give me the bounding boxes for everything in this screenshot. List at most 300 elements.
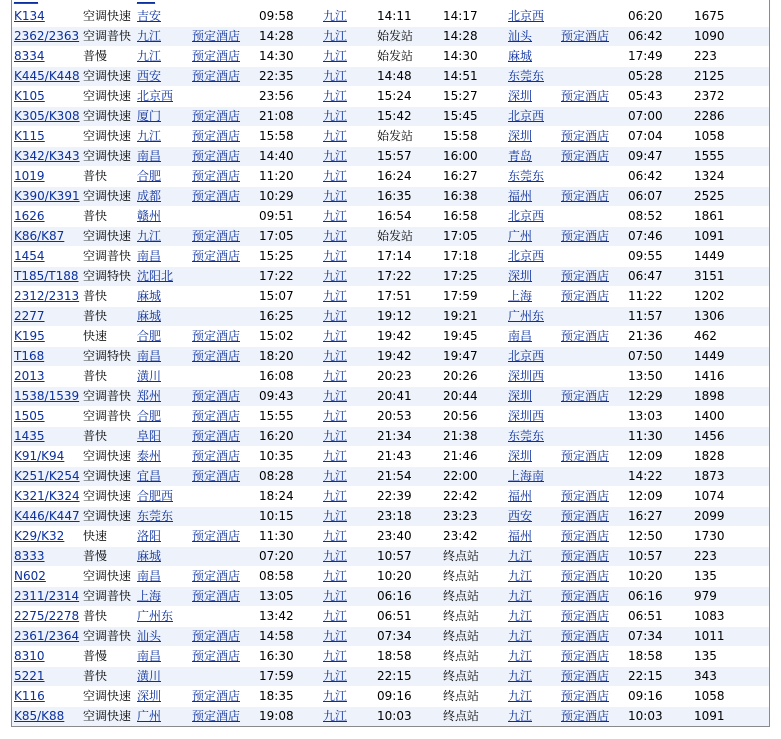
current-station-link[interactable]: 九江 (323, 389, 348, 403)
arrival-time: 10:57 (377, 549, 412, 563)
train-number-link[interactable]: T168 (14, 349, 45, 363)
current-station-link[interactable]: 九江 (323, 449, 348, 463)
book-hotel-link-origin[interactable]: 预定酒店 (192, 569, 241, 583)
table-row (12, 567, 769, 586)
arrival-time: 22:15 (377, 669, 412, 683)
train-number-link[interactable]: T185/T188 (14, 269, 79, 283)
final-arrival-time: 17:49 (628, 49, 663, 63)
origin-station-link[interactable]: 南昌 (137, 349, 162, 363)
destination-station-link[interactable]: 麻城 (508, 49, 533, 63)
current-station-link[interactable]: 九江 (323, 549, 348, 563)
destination-station-link[interactable]: 广州东 (508, 309, 545, 323)
destination-station-link[interactable]: 深圳 (508, 269, 533, 283)
current-station-link[interactable]: 九江 (323, 509, 348, 523)
book-hotel-link-destination[interactable]: 预定酒店 (561, 289, 610, 303)
departure-time: 13:42 (259, 609, 294, 623)
current-station-link[interactable]: 九江 (323, 649, 348, 663)
current-station-link[interactable]: 九江 (323, 709, 348, 723)
train-type: 普慢 (83, 49, 108, 63)
final-arrival-time: 11:57 (628, 309, 663, 323)
origin-station-link[interactable]: 麻城 (137, 549, 162, 563)
book-hotel-link-origin[interactable]: 预定酒店 (192, 349, 241, 363)
table-row (12, 307, 769, 326)
current-station-link[interactable]: 九江 (323, 369, 348, 383)
departure-time: 10:29 (259, 189, 294, 203)
distance-km: 343 (694, 669, 717, 683)
current-station-link[interactable]: 九江 (323, 189, 348, 203)
destination-station-link[interactable]: 福州 (508, 189, 533, 203)
leave-time: 17:25 (443, 269, 478, 283)
train-number-link[interactable]: 8334 (14, 49, 45, 63)
origin-station-link[interactable]: 东莞东 (137, 509, 174, 523)
origin-station-link[interactable]: 合肥西 (137, 489, 174, 503)
leave-time: 23:23 (443, 509, 478, 523)
table-row (12, 187, 769, 206)
table-row (12, 227, 769, 246)
current-station-link[interactable]: 九江 (323, 669, 348, 683)
distance-km: 1449 (694, 349, 725, 363)
book-hotel-link-origin[interactable]: 预定酒店 (192, 649, 241, 663)
final-arrival-time: 06:20 (628, 9, 663, 23)
book-hotel-link-origin[interactable]: 预定酒店 (192, 469, 241, 483)
train-type: 空调快速 (83, 469, 132, 483)
train-number-link[interactable]: K115 (14, 129, 45, 143)
table-row (12, 387, 769, 406)
distance-km: 1555 (694, 149, 725, 163)
origin-station-link[interactable]: 南昌 (137, 149, 162, 163)
destination-station-link[interactable]: 九江 (508, 589, 533, 603)
final-arrival-time: 09:55 (628, 249, 663, 263)
current-station-link[interactable]: 九江 (323, 249, 348, 263)
arrival-time: 19:42 (377, 349, 412, 363)
train-number-link[interactable]: K342/K343 (14, 149, 80, 163)
book-hotel-link-origin[interactable]: 预定酒店 (192, 629, 241, 643)
book-hotel-link-destination[interactable]: 预定酒店 (561, 549, 610, 563)
final-arrival-time: 05:28 (628, 69, 663, 83)
current-station-link[interactable]: 九江 (323, 149, 348, 163)
train-type: 空调普快 (83, 389, 132, 403)
departure-time: 17:22 (259, 269, 294, 283)
train-type: 空调普快 (83, 589, 132, 603)
destination-station-link[interactable]: 汕头 (508, 29, 533, 43)
distance-km: 1730 (694, 529, 725, 543)
final-arrival-time: 07:46 (628, 229, 663, 243)
final-arrival-time: 14:22 (628, 469, 663, 483)
leave-time: 终点站 (443, 549, 480, 563)
final-arrival-time: 07:00 (628, 109, 663, 123)
origin-station-link[interactable]: 厦门 (137, 109, 162, 123)
current-station-link[interactable]: 九江 (323, 589, 348, 603)
distance-km: 1091 (694, 709, 725, 723)
arrival-time: 16:35 (377, 189, 412, 203)
departure-time: 16:08 (259, 369, 294, 383)
origin-station-link[interactable]: 广州 (137, 709, 162, 723)
origin-station-link[interactable]: 九江 (137, 129, 162, 143)
arrival-time: 22:39 (377, 489, 412, 503)
book-hotel-link-origin[interactable]: 预定酒店 (192, 589, 241, 603)
leave-time: 19:45 (443, 329, 478, 343)
book-hotel-link-destination[interactable]: 预定酒店 (561, 129, 610, 143)
leave-time: 21:46 (443, 449, 478, 463)
leave-time: 20:44 (443, 389, 478, 403)
final-arrival-time: 12:09 (628, 489, 663, 503)
departure-time: 22:35 (259, 69, 294, 83)
origin-station-link[interactable]: 南昌 (137, 249, 162, 263)
destination-station-link[interactable]: 深圳 (508, 89, 533, 103)
current-station-link[interactable]: 九江 (323, 29, 348, 43)
origin-station-link[interactable]: 西安 (137, 69, 162, 83)
origin-station-link[interactable]: 上海 (137, 589, 162, 603)
book-hotel-link-destination[interactable]: 预定酒店 (561, 189, 610, 203)
final-arrival-time: 10:57 (628, 549, 663, 563)
train-schedule-table (11, 0, 770, 727)
book-hotel-link-destination[interactable]: 预定酒店 (561, 589, 610, 603)
departure-time: 09:51 (259, 209, 294, 223)
origin-station-link[interactable]: 南昌 (137, 649, 162, 663)
book-hotel-link-destination[interactable]: 预定酒店 (561, 29, 610, 43)
train-type: 空调快速 (83, 149, 132, 163)
destination-station-link[interactable]: 西安 (508, 509, 533, 523)
departure-time: 15:58 (259, 129, 294, 143)
destination-station-link[interactable]: 九江 (508, 689, 533, 703)
departure-time: 13:05 (259, 589, 294, 603)
departure-time: 11:30 (259, 529, 294, 543)
train-number-link[interactable]: K116 (14, 689, 45, 703)
current-station-link[interactable]: 九江 (323, 129, 348, 143)
train-number-link[interactable]: K85/K88 (14, 709, 65, 723)
train-number-link[interactable]: K86/K87 (14, 229, 65, 243)
clipped-train-link[interactable] (14, 0, 38, 7)
train-number-link[interactable]: 1626 (14, 209, 45, 223)
origin-station-link[interactable]: 潢川 (137, 669, 162, 683)
distance-km: 135 (694, 569, 717, 583)
destination-station-link[interactable]: 深圳 (508, 129, 533, 143)
book-hotel-link-origin[interactable]: 预定酒店 (192, 109, 241, 123)
current-station-link[interactable]: 九江 (323, 269, 348, 283)
current-station-link[interactable]: 九江 (323, 89, 348, 103)
origin-station-link[interactable]: 麻城 (137, 309, 162, 323)
current-station-link[interactable]: 九江 (323, 569, 348, 583)
book-hotel-link-origin[interactable]: 预定酒店 (192, 189, 241, 203)
book-hotel-link-destination[interactable]: 预定酒店 (561, 509, 610, 523)
train-number-link[interactable]: K29/K32 (14, 529, 65, 543)
destination-station-link[interactable]: 东莞东 (508, 169, 545, 183)
destination-station-link[interactable]: 九江 (508, 709, 533, 723)
leave-time: 15:58 (443, 129, 478, 143)
leave-time: 16:58 (443, 209, 478, 223)
train-number-link[interactable]: K446/K447 (14, 509, 80, 523)
origin-station-link[interactable]: 汕头 (137, 629, 162, 643)
final-arrival-time: 21:36 (628, 329, 663, 343)
origin-station-link[interactable]: 沈阳北 (137, 269, 174, 283)
book-hotel-link-origin[interactable]: 预定酒店 (192, 329, 241, 343)
destination-station-link[interactable]: 北京西 (508, 349, 545, 363)
destination-station-link[interactable]: 深圳 (508, 449, 533, 463)
book-hotel-link-destination[interactable]: 预定酒店 (561, 389, 610, 403)
current-station-link[interactable]: 九江 (323, 309, 348, 323)
train-type: 空调快速 (83, 449, 132, 463)
origin-station-link[interactable]: 合肥 (137, 329, 162, 343)
leave-time: 20:56 (443, 409, 478, 423)
current-station-link[interactable]: 九江 (323, 69, 348, 83)
train-type: 普慢 (83, 649, 108, 663)
table-row (12, 587, 769, 606)
origin-station-link[interactable]: 阜阳 (137, 429, 162, 443)
train-number-link[interactable]: 5221 (14, 669, 45, 683)
train-number-link[interactable]: 2362/2363 (14, 29, 80, 43)
arrival-time: 14:11 (377, 9, 412, 23)
origin-station-link[interactable]: 九江 (137, 49, 162, 63)
train-number-link[interactable]: K251/K254 (14, 469, 80, 483)
destination-station-link[interactable]: 九江 (508, 649, 533, 663)
destination-station-link[interactable]: 九江 (508, 669, 533, 683)
final-arrival-time: 09:47 (628, 149, 663, 163)
book-hotel-link-destination[interactable]: 预定酒店 (561, 629, 610, 643)
distance-km: 1898 (694, 389, 725, 403)
origin-station-link[interactable]: 郑州 (137, 389, 162, 403)
origin-station-link[interactable]: 北京西 (137, 89, 174, 103)
book-hotel-link-origin[interactable]: 预定酒店 (192, 169, 241, 183)
book-hotel-link-destination[interactable]: 预定酒店 (561, 229, 610, 243)
train-number-link[interactable]: 1454 (14, 249, 45, 263)
arrival-time: 07:34 (377, 629, 412, 643)
train-number-link[interactable]: 8333 (14, 549, 45, 563)
destination-station-link[interactable]: 广州 (508, 229, 533, 243)
arrival-time: 15:57 (377, 149, 412, 163)
destination-station-link[interactable]: 深圳 (508, 389, 533, 403)
current-station-link[interactable]: 九江 (323, 209, 348, 223)
book-hotel-link-origin[interactable]: 预定酒店 (192, 129, 241, 143)
origin-station-link[interactable]: 麻城 (137, 289, 162, 303)
train-number-link[interactable]: 1019 (14, 169, 45, 183)
leave-time: 21:38 (443, 429, 478, 443)
train-number-link[interactable]: 8310 (14, 649, 45, 663)
arrival-time: 21:54 (377, 469, 412, 483)
book-hotel-link-destination[interactable]: 预定酒店 (561, 449, 610, 463)
book-hotel-link-origin[interactable]: 预定酒店 (192, 689, 241, 703)
train-number-link[interactable]: 2311/2314 (14, 589, 80, 603)
destination-station-link[interactable]: 青岛 (508, 149, 533, 163)
leave-time: 19:47 (443, 349, 478, 363)
destination-station-link[interactable]: 福州 (508, 529, 533, 543)
departure-time: 15:25 (259, 249, 294, 263)
book-hotel-link-destination[interactable]: 预定酒店 (561, 149, 610, 163)
distance-km: 1456 (694, 429, 725, 443)
table-row (12, 287, 769, 306)
destination-station-link[interactable]: 九江 (508, 569, 533, 583)
origin-station-link[interactable]: 合肥 (137, 409, 162, 423)
current-station-link[interactable]: 九江 (323, 689, 348, 703)
distance-km: 223 (694, 49, 717, 63)
departure-time: 17:59 (259, 669, 294, 683)
table-row (12, 87, 769, 106)
origin-station-link[interactable]: 九江 (137, 29, 162, 43)
train-number-link[interactable]: K195 (14, 329, 45, 343)
train-number-link[interactable]: 2361/2364 (14, 629, 80, 643)
book-hotel-link-origin[interactable]: 预定酒店 (192, 229, 241, 243)
train-number-link[interactable]: K321/K324 (14, 489, 80, 503)
table-row (12, 547, 769, 566)
current-station-link[interactable]: 九江 (323, 609, 348, 623)
origin-station-link[interactable]: 合肥 (137, 169, 162, 183)
table-row (12, 167, 769, 186)
leave-time: 终点站 (443, 649, 480, 663)
table-row (12, 667, 769, 686)
train-number-link[interactable]: 2277 (14, 309, 45, 323)
origin-station-link[interactable]: 广州东 (137, 609, 174, 623)
final-arrival-time: 06:07 (628, 189, 663, 203)
distance-km: 1074 (694, 489, 725, 503)
current-station-link[interactable]: 九江 (323, 489, 348, 503)
current-station-link[interactable]: 九江 (323, 409, 348, 423)
final-arrival-time: 12:09 (628, 449, 663, 463)
train-number-link[interactable]: K134 (14, 9, 45, 23)
book-hotel-link-origin[interactable]: 预定酒店 (192, 529, 241, 543)
book-hotel-link-origin[interactable]: 预定酒店 (192, 149, 241, 163)
train-number-link[interactable]: 2275/2278 (14, 609, 80, 623)
train-number-link[interactable]: 1505 (14, 409, 45, 423)
origin-station-link[interactable]: 宜昌 (137, 469, 162, 483)
departure-time: 16:30 (259, 649, 294, 663)
train-number-link[interactable]: K445/K448 (14, 69, 80, 83)
current-station-link[interactable]: 九江 (323, 49, 348, 63)
book-hotel-link-origin[interactable]: 预定酒店 (192, 69, 241, 83)
origin-station-link[interactable]: 泰州 (137, 449, 162, 463)
current-station-link[interactable]: 九江 (323, 329, 348, 343)
table-row (12, 707, 769, 726)
train-number-link[interactable]: K305/K308 (14, 109, 80, 123)
departure-time: 10:35 (259, 449, 294, 463)
origin-station-link[interactable]: 赣州 (137, 209, 162, 223)
distance-km: 1324 (694, 169, 725, 183)
distance-km: 1416 (694, 369, 725, 383)
current-station-link[interactable]: 九江 (323, 289, 348, 303)
origin-station-link[interactable]: 吉安 (137, 9, 162, 23)
origin-station-link[interactable]: 南昌 (137, 569, 162, 583)
current-station-link[interactable]: 九江 (323, 469, 348, 483)
table-row (12, 207, 769, 226)
destination-station-link[interactable]: 深圳西 (508, 369, 545, 383)
current-station-link[interactable]: 九江 (323, 109, 348, 123)
leave-time: 终点站 (443, 709, 480, 723)
arrival-time: 17:14 (377, 249, 412, 263)
arrival-time: 始发站 (377, 49, 414, 63)
book-hotel-link-origin[interactable]: 预定酒店 (192, 409, 241, 423)
train-number-link[interactable]: N602 (14, 569, 46, 583)
destination-station-link[interactable]: 北京西 (508, 109, 545, 123)
current-station-link[interactable]: 九江 (323, 629, 348, 643)
book-hotel-link-destination[interactable]: 预定酒店 (561, 489, 610, 503)
table-row (12, 327, 769, 346)
train-number-link[interactable]: K105 (14, 89, 45, 103)
table-row (12, 247, 769, 266)
final-arrival-time: 11:22 (628, 289, 663, 303)
destination-station-link[interactable]: 上海南 (508, 469, 545, 483)
book-hotel-link-destination[interactable]: 预定酒店 (561, 669, 610, 683)
destination-station-link[interactable]: 上海 (508, 289, 533, 303)
departure-time: 15:02 (259, 329, 294, 343)
current-station-link[interactable]: 九江 (323, 169, 348, 183)
book-hotel-link-destination[interactable]: 预定酒店 (561, 569, 610, 583)
book-hotel-link-origin[interactable]: 预定酒店 (192, 429, 241, 443)
current-station-link[interactable]: 九江 (323, 229, 348, 243)
destination-station-link[interactable]: 北京西 (508, 9, 545, 23)
book-hotel-link-destination[interactable]: 预定酒店 (561, 529, 610, 543)
train-number-link[interactable]: 2013 (14, 369, 45, 383)
departure-time: 08:28 (259, 469, 294, 483)
origin-station-link[interactable]: 潢川 (137, 369, 162, 383)
book-hotel-link-destination[interactable]: 预定酒店 (561, 89, 610, 103)
origin-station-link[interactable]: 深圳 (137, 689, 162, 703)
train-number-link[interactable]: 1538/1539 (14, 389, 80, 403)
destination-station-link[interactable]: 南昌 (508, 329, 533, 343)
clipped-station-link[interactable] (137, 0, 155, 7)
departure-time: 18:35 (259, 689, 294, 703)
train-type: 普快 (83, 669, 108, 683)
book-hotel-link-destination[interactable]: 预定酒店 (561, 649, 610, 663)
train-number-link[interactable]: 2312/2313 (14, 289, 80, 303)
book-hotel-link-origin[interactable]: 预定酒店 (192, 49, 241, 63)
origin-station-link[interactable]: 成都 (137, 189, 162, 203)
current-station-link[interactable]: 九江 (323, 429, 348, 443)
leave-time: 16:00 (443, 149, 478, 163)
current-station-link[interactable]: 九江 (323, 529, 348, 543)
train-type: 普快 (83, 309, 108, 323)
leave-time: 22:00 (443, 469, 478, 483)
book-hotel-link-destination[interactable]: 预定酒店 (561, 689, 610, 703)
destination-station-link[interactable]: 深圳西 (508, 409, 545, 423)
book-hotel-link-origin[interactable]: 预定酒店 (192, 389, 241, 403)
book-hotel-link-destination[interactable]: 预定酒店 (561, 709, 610, 723)
train-number-link[interactable]: K390/K391 (14, 189, 80, 203)
arrival-time: 17:51 (377, 289, 412, 303)
book-hotel-link-destination[interactable]: 预定酒店 (561, 609, 610, 623)
book-hotel-link-origin[interactable]: 预定酒店 (192, 29, 241, 43)
arrival-time: 09:16 (377, 689, 412, 703)
destination-station-link[interactable]: 九江 (508, 549, 533, 563)
destination-station-link[interactable]: 东莞东 (508, 429, 545, 443)
final-arrival-time: 06:42 (628, 29, 663, 43)
destination-station-link[interactable]: 东莞东 (508, 69, 545, 83)
destination-station-link[interactable]: 北京西 (508, 249, 545, 263)
train-type: 空调快速 (83, 189, 132, 203)
current-station-link[interactable]: 九江 (323, 349, 348, 363)
distance-km: 1083 (694, 609, 725, 623)
book-hotel-link-origin[interactable]: 预定酒店 (192, 709, 241, 723)
train-number-link[interactable]: 1435 (14, 429, 45, 443)
destination-station-link[interactable]: 九江 (508, 609, 533, 623)
train-number-link[interactable]: K91/K94 (14, 449, 65, 463)
book-hotel-link-destination[interactable]: 预定酒店 (561, 329, 610, 343)
current-station-link[interactable]: 九江 (323, 9, 348, 23)
final-arrival-time: 06:47 (628, 269, 663, 283)
table-row (12, 427, 769, 446)
book-hotel-link-destination[interactable]: 预定酒店 (561, 269, 610, 283)
destination-station-link[interactable]: 北京西 (508, 209, 545, 223)
departure-time: 21:08 (259, 109, 294, 123)
destination-station-link[interactable]: 九江 (508, 629, 533, 643)
arrival-time: 19:42 (377, 329, 412, 343)
book-hotel-link-origin[interactable]: 预定酒店 (192, 449, 241, 463)
train-type: 空调快速 (83, 129, 132, 143)
origin-station-link[interactable]: 九江 (137, 229, 162, 243)
origin-station-link[interactable]: 洛阳 (137, 529, 162, 543)
train-type: 空调快速 (83, 509, 132, 523)
final-arrival-time: 16:27 (628, 509, 663, 523)
table-row (12, 27, 769, 46)
book-hotel-link-origin[interactable]: 预定酒店 (192, 249, 241, 263)
destination-station-link[interactable]: 福州 (508, 489, 533, 503)
